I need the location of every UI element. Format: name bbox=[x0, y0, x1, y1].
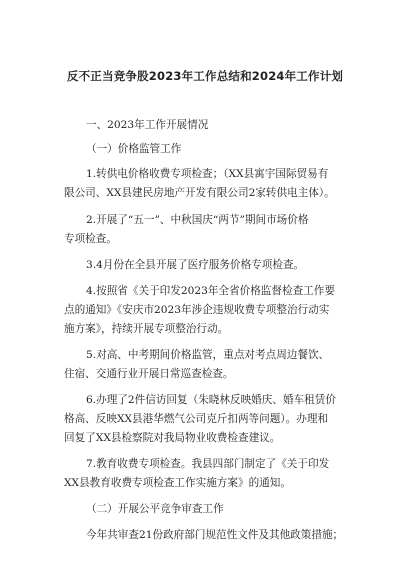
paragraph-line: 7.教育收费专项检查。我县四部门制定了《关于印发 bbox=[86, 458, 330, 470]
paragraph-line: 限公司、XX县建民房地产开发有限公司2家转供电主体）。 bbox=[64, 187, 335, 199]
paragraph-line: 回复了XX县检察院对我局物业收费检查建议。 bbox=[64, 432, 281, 444]
paragraph-line: 6.办理了2件信访回复（朱晓林反映婚庆、婚车租赁价 bbox=[86, 394, 336, 406]
paragraph-line: 1.转供电价格收费专项检查；（XX县寓宇国际贸易有 bbox=[86, 168, 329, 180]
paragraph-line: 点的通知》《安庆市2023年涉企违规收费专项整治行动实 bbox=[64, 304, 330, 316]
paragraph-line: 5.对高、中考期间价格监管，重点对考点周边餐饮、 bbox=[86, 349, 330, 361]
document-title: 反不正当竞争股2023年工作总结和2024年工作计划 bbox=[66, 69, 344, 83]
paragraph-line: XX县教育收费专项检查工作实施方案》的通知。 bbox=[64, 477, 291, 489]
paragraph-line: 住宿、交通行业开展日常巡查检查。 bbox=[64, 368, 234, 380]
subsection-heading: （二）开展公平竞争审查工作 bbox=[86, 503, 224, 515]
paragraph-line: 3.4月份在全县开展了医疗服务价格专项检查。 bbox=[86, 259, 305, 271]
paragraph-line: 4.按照省《关于印发2023年全省价格监督检查工作要 bbox=[86, 285, 335, 297]
section-heading: 一、2023年工作开展情况 bbox=[86, 119, 209, 131]
subsection-heading: （一）价格监管工作 bbox=[86, 143, 182, 155]
paragraph-line: 格高、反映XX县港华燃气公司克斤扣两等问题）。办理和 bbox=[64, 413, 329, 425]
paragraph-line: 2.开展了“五一”、中秋国庆“两节”期间市场价格 bbox=[86, 214, 309, 226]
paragraph-line: 专项检查。 bbox=[64, 233, 117, 245]
paragraph-line: 今年共审查21份政府部门规范性文件及其他政策措施； bbox=[86, 529, 344, 541]
paragraph-line: 施方案》，持续开展专项整治行动。 bbox=[64, 323, 229, 335]
